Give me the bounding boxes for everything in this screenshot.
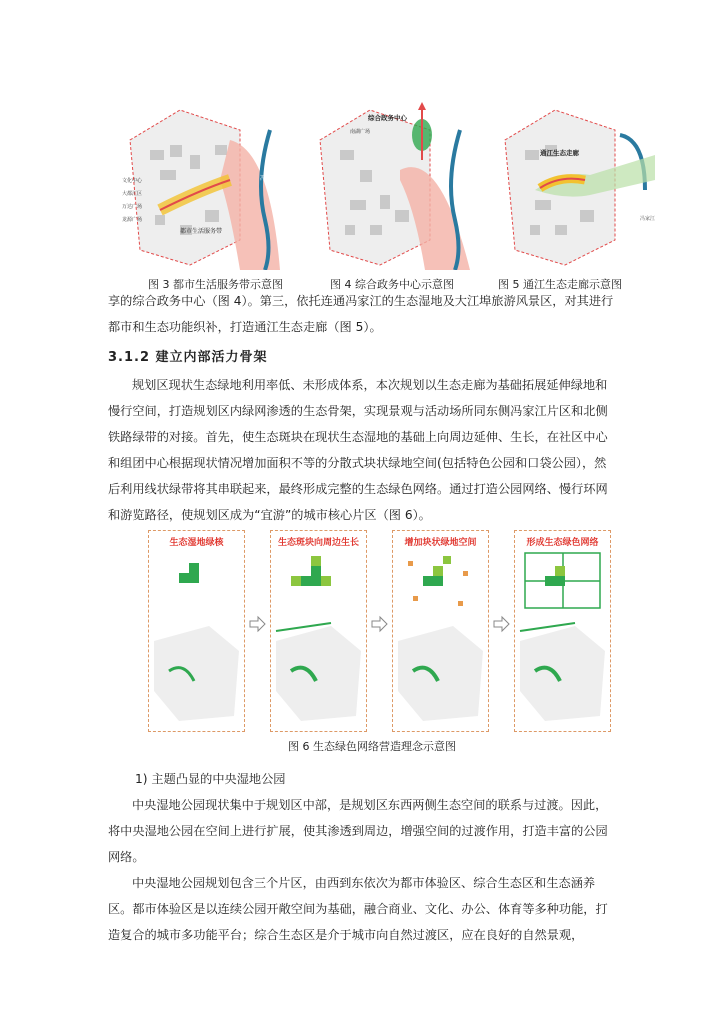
figure-6-panel-2 — [270, 530, 367, 732]
figure-6-panel-4 — [514, 530, 611, 732]
paragraph-4: 中央湿地公园规划包含三个片区，由西到东依次为都市体验区、综合生态区和生态涵养区。都市体验区是以连续公园开敞空间为基础，融合商业、文化、办公、体育等多种功能，打造复合的城市多功能平台；综合生态区是介于城市向自然过渡区，应在良好的自然景观， — [108, 876, 608, 942]
svg-text:通江生态走廊: 通江生态走廊 — [540, 149, 579, 157]
arrow-right-icon — [248, 615, 266, 633]
top-figure-row — [120, 100, 656, 290]
section-heading: 3.1.2 建立内部活力骨架 — [108, 350, 268, 365]
svg-text:综合政务中心: 综合政务中心 — [368, 114, 407, 122]
paragraph-3: 中央湿地公园现状集中于规划区中部，是规划区东西两侧生态空间的联系与过渡。因此，将中央湿地公园在空间上进行扩展，使其渗透到周边，增强空间的过渡作用，打造丰富的公园网络。 — [108, 798, 608, 864]
panel-2-title: 生态斑块向周边生长 — [277, 538, 359, 548]
paragraph-2: 规划区现状生态绿地利用率低、未形成体系，本次规划以生态走廊为基础拓展延伸绿地和慢行空间，打造规划区内绿网渗透的生态骨架，实现景观与活动场所同东侧冯家江片区和北侧铁路绿带的对接。首先，使生态斑块在现状生态湿地的基础上向周边延伸、生长，在社区中心和组团中心根据现状情况增加面积不等的分散式块状绿地空间(包括特色公园和口袋公园），然后利用线状绿带将其串联起来，最终形成完整的生态绿色网络。通过打造公园网络、慢行环网和游览路径，使规划区成为“宜游”的城市核心片区（图 6）。 — [108, 378, 608, 522]
figure-5-map — [495, 100, 665, 270]
figure-6 — [148, 530, 618, 735]
svg-text:冯家江: 冯家江 — [260, 175, 279, 182]
svg-text:冯家江: 冯家江 — [640, 216, 656, 222]
svg-text:南湖广场: 南湖广场 — [350, 129, 371, 135]
svg-text:文化中心: 文化中心 — [122, 178, 143, 184]
figure-5-caption: 图 5 通江生态走廊示意图 — [498, 278, 622, 291]
svg-text:万达广场: 万达广场 — [122, 204, 143, 210]
svg-text:龙源广场: 龙源广场 — [122, 217, 143, 223]
figure-6-panel-3 — [392, 530, 489, 732]
panel-3-title: 增加块状绿地空间 — [404, 538, 477, 548]
panel-1-title: 生态湿地绿核 — [169, 538, 224, 548]
list-item-1: 1) 主题凸显的中央湿地公园 — [135, 772, 286, 786]
figure-3-map — [120, 100, 290, 270]
panel-4-title: 形成生态绿色网络 — [526, 538, 599, 548]
figure-3-caption: 图 3 都市生活服务带示意图 — [148, 278, 283, 291]
svg-text:大都汇区: 大都汇区 — [122, 191, 143, 197]
arrow-right-icon — [492, 615, 510, 633]
figure-6-panel-1 — [148, 530, 245, 732]
svg-text:都市生活服务带: 都市生活服务带 — [180, 228, 223, 235]
figure-6-caption: 图 6 生态绿色网络营造理念示意图 — [288, 740, 456, 753]
arrow-right-icon — [370, 615, 388, 633]
paragraph-1: 享的综合政务中心（图 4）。第三，依托连通冯家江的生态湿地及大江埠旅游风景区，对其进行都市和生态功能织补，打造通江生态走廊（图 5）。 — [108, 294, 614, 334]
figure-4-map — [310, 100, 480, 270]
figure-4-caption: 图 4 综合政务中心示意图 — [330, 278, 454, 291]
